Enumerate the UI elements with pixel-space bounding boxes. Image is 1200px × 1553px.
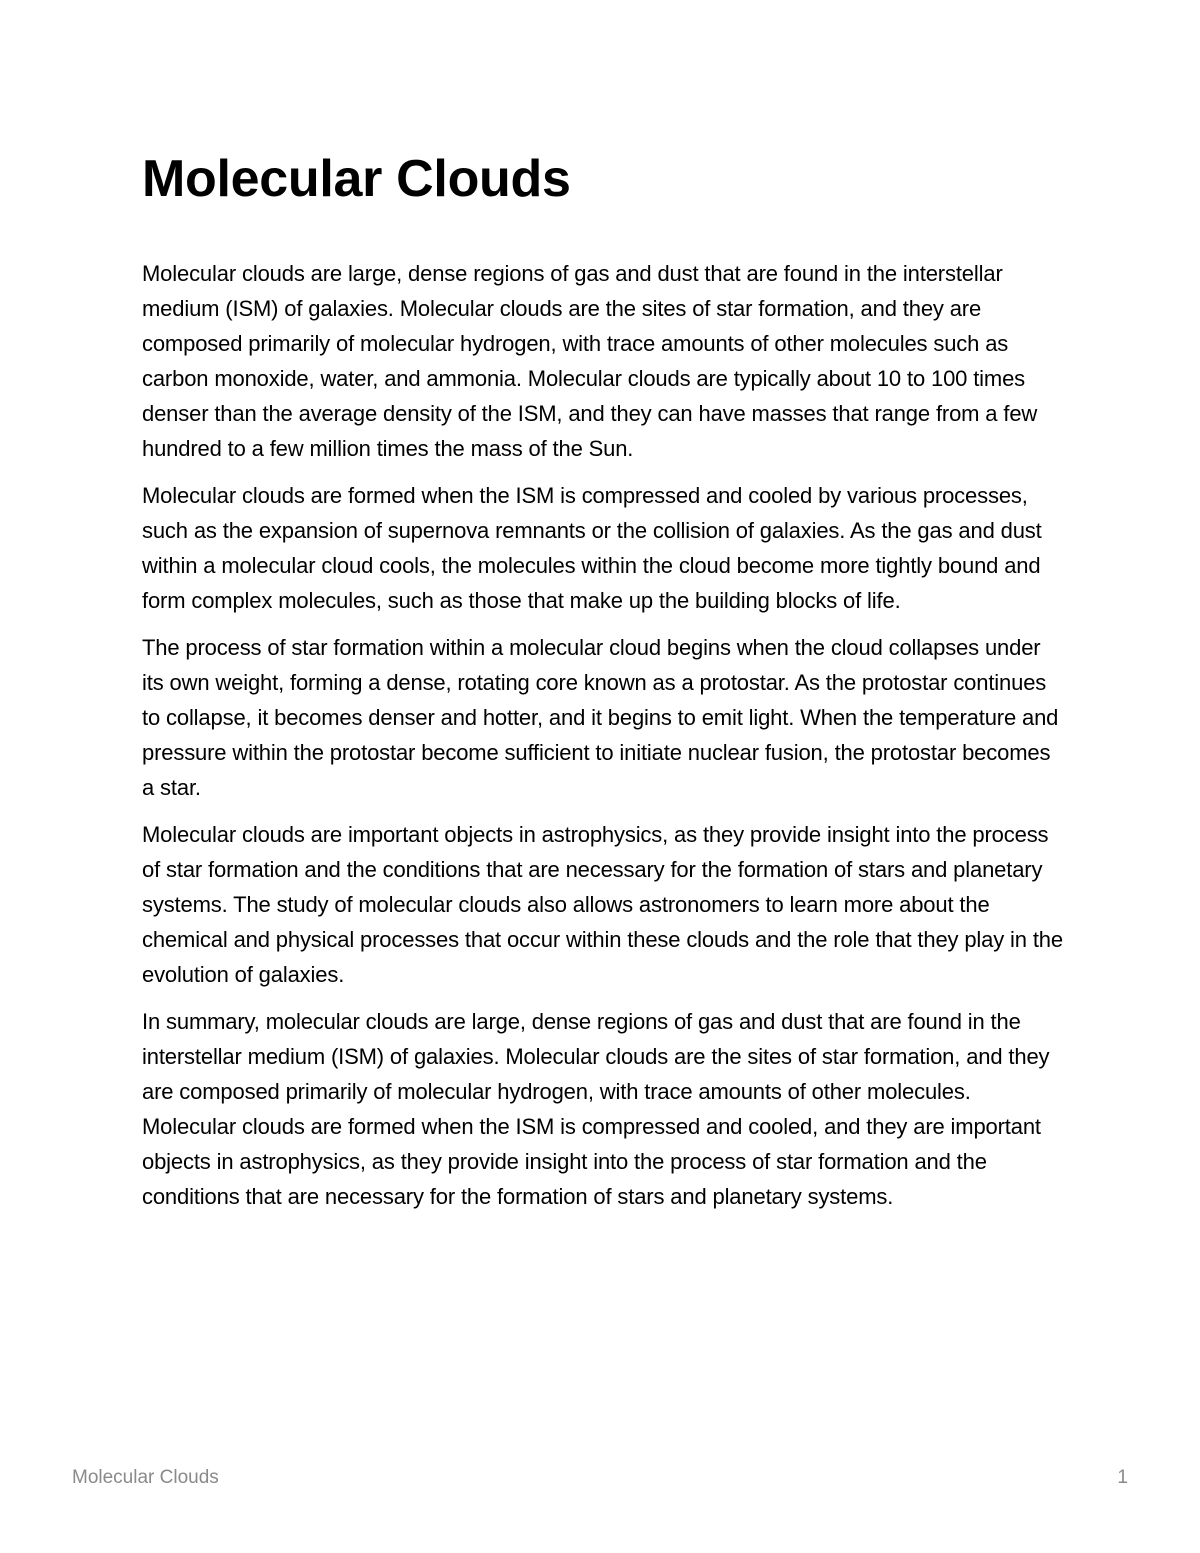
paragraph-3: The process of star formation within a molecular cloud begins when the cloud collapses under its own weight, forming a dense, rotating core known as a protostar. As the protostar continues to collapse, it becomes denser and hotter, and it begins to emit light. When the temperature and pressure within the protostar become sufficient to initiate nuclear fusion, the protostar becomes a star. [142, 635, 1059, 800]
document-body [142, 256, 1064, 1214]
document-content [142, 150, 1064, 1226]
footer-page-number: 1 [1117, 1467, 1128, 1488]
footer-document-name: Molecular Clouds [72, 1467, 219, 1488]
paragraph-4: Molecular clouds are important objects in astrophysics, as they provide insight into the process of star formation and the conditions that are necessary for the formation of stars and planetary systems. The study of molecular clouds also allows astronomers to learn more about the chemical and physical processes that occur within these clouds and the role that they play in the evolution of galaxies. [142, 822, 1063, 987]
paragraph-2: Molecular clouds are formed when the ISM is compressed and cooled by various processes, such as the expansion of supernova remnants or the collision of galaxies. As the gas and dust within a molecular cloud cools, the molecules within the cloud become more tightly bound and form complex molecules, such as those that make up the building blocks of life. [142, 483, 1042, 613]
document-title: Molecular Clouds [142, 150, 571, 208]
paragraph-1: Molecular clouds are large, dense regions of gas and dust that are found in the interstellar medium (ISM) of galaxies. Molecular clouds are the sites of star formation, and they are composed primarily of molecular hydrogen, with trace amounts of other molecules such as carbon monoxide, water, and ammonia. Molecular clouds are typically about 10 to 100 times denser than the average density of the ISM, and they can have masses that range from a few hundred to a few million times the mass of the Sun. [142, 261, 1038, 461]
paragraph-5: In summary, molecular clouds are large, dense regions of gas and dust that are found in the interstellar medium (ISM) of galaxies. Molecular clouds are the sites of star formation, and they are composed primarily of molecular hydrogen, with trace amounts of other molecules. Molecular clouds are formed when the ISM is compressed and cooled, and they are important objects in astrophysics, as they provide insight into the process of star formation and the conditions that are necessary for the formation of stars and planetary systems. [142, 1009, 1050, 1209]
